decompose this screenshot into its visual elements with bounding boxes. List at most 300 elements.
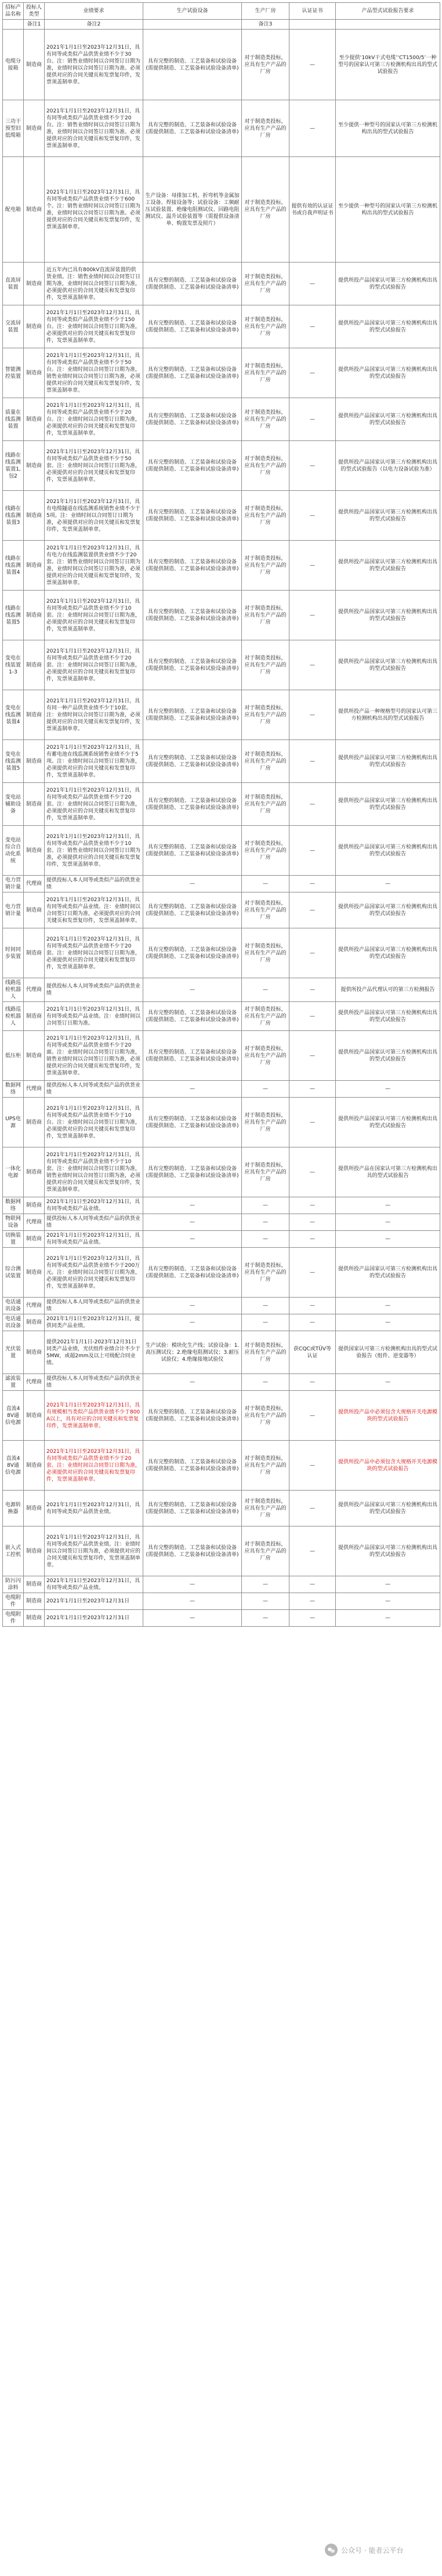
cell-bidder-type: 制造商 <box>24 1526 45 1576</box>
cell-equipment: 具有完整的制造、工艺装备和试验设备(需提供制造、工艺装备和试验设备清单) <box>143 1491 242 1526</box>
cell-product-name: 线路在线监测装置5 <box>3 591 24 640</box>
cell-certificate: — <box>289 30 336 100</box>
cell-report: 提供所投产品国家认可第三方检测机构出具的型式试验报告 <box>336 640 440 690</box>
cell-product-name: 三功干预型旧低缆箱 <box>3 100 24 157</box>
watermark-text: 公众号 · 能者云平台 <box>341 2546 404 2555</box>
note-cell-empty <box>289 20 336 30</box>
cell-performance: 2021年1月1日至2023年12月31日，具有同等或类似产品供货业绩不少于600个。注：销售业绩时间以合同签订日期为准，业绩时间以合同签订日期为准。必须提供对应的合同关键页和发票复印件，发票须盖制单章。 <box>45 157 143 263</box>
cell-performance: 2021年1月1日至2023年12月31日，具有同等或类似产品供货业绩。 <box>45 1491 143 1526</box>
cell-bidder-type: 制造商 <box>24 1576 45 1593</box>
cell-product-name: 物联网设备 <box>3 1214 24 1231</box>
cell-report: — <box>336 1231 440 1248</box>
cell-equipment: 具有完整的制造、工艺装备和试验设备(需提供制造、工艺装备和试验设备清单) <box>143 1441 242 1491</box>
cell-equipment: 具有完整的制造、工艺装备和试验设备(需提供制造、工艺装备和试验设备清单) <box>143 348 242 398</box>
cell-performance: 2021年1月1日至2023年12月31日，具有同等或类似产品供货业绩不少于20台。注：业绩时间以合同签订日期为准，必须提供对应的合同关键页和发票复印件，发票须盖制单章。 <box>45 398 143 441</box>
cell-plant: 对于制造类投标，应具有生产产品的厂房 <box>242 1526 289 1576</box>
table-row <box>3 591 440 640</box>
cell-product-name: 线路在线监测装置1,包2 <box>3 441 24 491</box>
cell-product-name: 时间同步装置 <box>3 928 24 978</box>
cell-bidder-type: 制造商 <box>24 740 45 783</box>
cell-bidder-type: 制造商 <box>24 783 45 826</box>
cell-certificate: — <box>289 541 336 591</box>
cell-bidder-type: 制造商 <box>24 1441 45 1491</box>
cell-equipment: 具有完整的制造、工艺装备和试验设备(需提供制造、工艺装备和试验设备清单) <box>143 398 242 441</box>
table-row <box>3 826 440 876</box>
table-row <box>3 441 440 491</box>
cell-product-name: 变电在线装置1-3 <box>3 640 24 690</box>
cell-report: — <box>336 1298 440 1314</box>
cell-plant: — <box>242 1610 289 1627</box>
table-row <box>3 491 440 541</box>
table-row <box>3 690 440 740</box>
table-row <box>3 157 440 263</box>
cell-performance: 2021年1月1日至2023年12月31日，具有同等或类似产品供货业绩不少于20套。注：业绩时间以合同签订日期为准，必须提供对应的合同关键页和发票复印件，发票须盖制单章。 <box>45 640 143 690</box>
cell-report: 提供所投产品国家认可第三方检测机构出具的型式试验报告 <box>336 1098 440 1147</box>
cell-bidder-type: 制造商 <box>24 928 45 978</box>
note-cell-empty <box>143 20 242 30</box>
table-row <box>3 1491 440 1526</box>
table-row <box>3 541 440 591</box>
cell-product-name: 变电站综合自动化系统 <box>3 826 24 876</box>
cell-performance: 2021年1月1日至2023年12月31日，具有同等或类似产品供货业绩不少于50台。注：业绩时间以合同签订日期为准，销售业绩时间以合同签订日期为准，必须提供对应的合同关键页和发票复印件，发票须盖制单章。 <box>45 348 143 398</box>
table-row <box>3 1002 440 1031</box>
cell-product-name: 电缆附件 <box>3 1593 24 1610</box>
cell-report: 提供所投产品国家认可第三方检测机构出具的型式试验报告 <box>336 740 440 783</box>
cell-equipment: 具有完整的制造、工艺装备和试验设备(需提供制造、工艺装备和试验设备清单) <box>143 441 242 491</box>
cell-product-name: 低压柜 <box>3 1031 24 1081</box>
cell-plant: 对于制造类投标，应具有生产产品的厂房 <box>242 783 289 826</box>
cell-product-name: 光伏装置 <box>3 1331 24 1374</box>
cell-product-name: 电缆分接箱 <box>3 30 24 100</box>
cell-bidder-type: 制造商 <box>24 640 45 690</box>
cell-plant: 对于制造类投标，应具有生产产品的厂房 <box>242 892 289 928</box>
cell-report: 提供所投产品国家认可第三方检测机构出具的型式试验报告 <box>336 1491 440 1526</box>
cell-certificate: — <box>289 1593 336 1610</box>
cell-equipment: 具有完整的制造、工艺装备和试验设备(需提供制造、工艺装备和试验设备清单) <box>143 1147 242 1197</box>
table-row <box>3 1576 440 1593</box>
cell-performance: 2021年1月1日至2023年12月31日，具有同等或类似产品供货业绩不少于30台。注：销售业绩时间以合同签订日期为准，业绩时间以合同签订日期为准。必须提供对应的合同关键页和发票复印件，发票须盖制单章。 <box>45 30 143 100</box>
cell-performance: 2021年1月1日至2023年12月31日 <box>45 1593 143 1610</box>
cell-plant: 对于制造类投标，应具有生产产品的厂房 <box>242 348 289 398</box>
cell-equipment: 生产设备：母排加工机、折弯机等金属加工设备、焊接设备等；试验设备：工频耐压试验装置、绝缘电阻测试仪、回路电阻测试仪、温升试验装置等（需提供设备清单、购置发票及照片） <box>143 157 242 263</box>
cell-performance: 2021年1月1日至2023年12月31日，具有同等或类似产品业绩。注：业绩时间以合同签订日期为准，必须提供对应的合同关键页和发票复印件，发票须盖制单章。 <box>45 892 143 928</box>
cell-plant: 对于制造类投标，应具有生产产品的厂房 <box>242 591 289 640</box>
cell-plant: 对于制造类投标，应具有生产产品的厂房 <box>242 640 289 690</box>
cell-performance: 2021年1月1日至2023年12月31日，具有规模相当类似产品供货业绩不少于800A以上，具有对应的合同关键页和发票复印件，发票须盖制单章。 <box>45 1391 143 1441</box>
cell-bidder-type: 制造商 <box>24 892 45 928</box>
table-row <box>3 1031 440 1081</box>
cell-product-name: 综合测试装置 <box>3 1248 24 1298</box>
cell-report: 提供所投产品国家认可第三方检测机构出具的型式试验报告 <box>336 1248 440 1298</box>
cell-product-name: 电力营销计量 <box>3 876 24 892</box>
cell-certificate: — <box>289 1441 336 1491</box>
table-row <box>3 1526 440 1576</box>
cell-performance: 2021年1月1日至2023年12月31日，提供同类产品业绩。 <box>45 1314 143 1331</box>
cell-plant: 对于制造类投标，应具有生产产品的厂房 <box>242 1248 289 1298</box>
qualification-table <box>2 2 440 1627</box>
cell-product-name: 智能测控装置 <box>3 348 24 398</box>
cell-report: 提供所投产品国家认可第三方检测机构出具的型式试验报告 <box>336 591 440 640</box>
cell-report: 提供所投产品在国家认可第三方检测机构出具的型式试验报告 <box>336 1147 440 1197</box>
cell-product-name: 直流48V通信电源 <box>3 1441 24 1491</box>
cell-plant: — <box>242 978 289 1002</box>
cell-product-name: 一体化电源 <box>3 1147 24 1197</box>
table-row <box>3 305 440 348</box>
header-product-name: 招标产品名称 <box>3 3 24 20</box>
cell-certificate: — <box>289 1197 336 1214</box>
cell-certificate: — <box>289 740 336 783</box>
cell-report: 提供所投产品国家认可第三方检测机构出具的型式试验报告 <box>336 348 440 398</box>
cell-report: — <box>336 1081 440 1098</box>
cell-equipment: 具有完整的制造、工艺装备和试验设备(需提供制造、工艺装备和试验设备清单) <box>143 783 242 826</box>
table-row <box>3 640 440 690</box>
cell-certificate: 提供有效的认证证书或自我声明证书 <box>289 157 336 263</box>
cell-bidder-type: 制造商 <box>24 1248 45 1298</box>
cell-report: — <box>336 1374 440 1391</box>
cell-certificate: — <box>289 1098 336 1147</box>
cell-certificate: — <box>289 491 336 541</box>
cell-plant: 对于制造类投标，应具有生产产品的厂房 <box>242 1491 289 1526</box>
table-row <box>3 928 440 978</box>
cell-plant: — <box>242 1374 289 1391</box>
cell-product-name: 直流48V通信电源 <box>3 1391 24 1441</box>
cell-bidder-type: 制造商 <box>24 305 45 348</box>
cell-bidder-type: 代理商 <box>24 876 45 892</box>
cell-bidder-type: 代理商 <box>24 978 45 1002</box>
cell-equipment: 具有完整的制造、工艺装备和试验设备(需提供制造、工艺装备和试验设备清单) <box>143 892 242 928</box>
cell-equipment: — <box>143 1314 242 1331</box>
cell-report: 提供所投产品国家认可第三方检测机构出具的型式试验报告 <box>336 1031 440 1081</box>
cell-certificate: — <box>289 1248 336 1298</box>
wechat-icon <box>325 2544 338 2556</box>
cell-plant: 对于制造类投标，应具有生产产品的厂房 <box>242 1098 289 1147</box>
cell-plant: — <box>242 1314 289 1331</box>
table-row <box>3 348 440 398</box>
table-row <box>3 740 440 783</box>
cell-certificate: — <box>289 1526 336 1576</box>
cell-performance: 2021年1月1日至2023年12月31日，具有同等或类似产品供货业绩不少于20面。注：业绩时间以合同签订日期为准，销售业绩时间以合同签订日期为准，必须提供对应的合同关键页和发票复印件，发票须盖制单章。 <box>45 1031 143 1081</box>
cell-report: 至少提供一种型号的国家认可第三方检测机构出具的型式试验报告 <box>336 157 440 263</box>
cell-equipment: 具有完整的制造、工艺装备和试验设备(需提供制造、工艺装备和试验设备清单) <box>143 690 242 740</box>
cell-equipment: — <box>143 1610 242 1627</box>
table-row <box>3 783 440 826</box>
cell-performance: 2021年1月1日至2023年12月31日，具有同等或类似产品供货业绩不少于200万元。注：业绩时间以合同签订日期为准，必须提供对应的合同关键页和发票复印件，发票须盖制单章。 <box>45 1248 143 1298</box>
cell-product-name: 线路在线监测装置3 <box>3 491 24 541</box>
cell-product-name: 直流屏装置 <box>3 263 24 305</box>
cell-certificate: 获CQC或TÜV等认证 <box>289 1331 336 1374</box>
cell-plant: 对于制造类投标，应具有生产产品的厂房 <box>242 826 289 876</box>
cell-equipment: 具有完整的制造、工艺装备和试验设备(需提供制造、工艺装备和试验设备清单) <box>143 928 242 978</box>
cell-product-name: 变电站辅助设备 <box>3 783 24 826</box>
cell-performance: 2021年1月1日至2023年12月31日，具有同等或类似产品供货业绩不少于50套。注：业绩时间以合同签订日期为准，必须提供对应的合同关键页和发票复印件，发票须盖制单章。 <box>45 441 143 491</box>
table-row <box>3 1298 440 1314</box>
cell-plant: 对于制造类投标，应具有生产产品的厂房 <box>242 305 289 348</box>
table-row <box>3 1441 440 1491</box>
cell-plant: 对于制造类投标，应具有生产产品的厂房 <box>242 1441 289 1491</box>
cell-product-name: 电力营销计量 <box>3 892 24 928</box>
header-report: 产品型式试验报告要求 <box>336 3 440 20</box>
cell-product-name: 电缆附件 <box>3 1610 24 1627</box>
cell-certificate: — <box>289 1214 336 1231</box>
cell-equipment: 具有完整的制造、工艺装备和试验设备(需提供制造、工艺装备和试验设备清单) <box>143 1098 242 1147</box>
watermark <box>325 2541 435 2559</box>
cell-report: — <box>336 876 440 892</box>
cell-bidder-type: 代理商 <box>24 1081 45 1098</box>
cell-product-name: 电话通讯设备 <box>3 1314 24 1331</box>
table-row <box>3 398 440 441</box>
cell-equipment: — <box>143 1231 242 1248</box>
cell-performance: 提供投标人本人同等或类似产品的供货业绩 <box>45 978 143 1002</box>
table-row <box>3 978 440 1002</box>
cell-performance: 2021年1月1日至2023年12月31日，具有同一种产品供货业绩不少于10套。注：业绩时间以合同签订日期为准，必须提供对应的合同关键页和发票复印件，发票须盖制单章。 <box>45 690 143 740</box>
cell-certificate: — <box>289 1298 336 1314</box>
cell-performance: 2021年1月1日至2023年12月31日，具有同等或类似产品供货业绩不少于20台。注：销售业绩时间以合同签订日期为准，业绩时间以合同签订日期为准。必须提供对应的合同关键页和发票复印件，发票须盖制单章。 <box>45 100 143 157</box>
cell-product-name: 交流屏装置 <box>3 305 24 348</box>
cell-bidder-type: 制造商 <box>24 1197 45 1214</box>
cell-bidder-type: 制造商 <box>24 1491 45 1526</box>
cell-performance: 2021年1月1日至2023年12月31日，具有同等或类似产品供货业绩不少于20套。注：业绩时间以合同签订日期为准，必须提供对应的合同关键页和发票复印件，发票须盖制单章。 <box>45 928 143 978</box>
cell-performance: 2021年1月1日至2023年12月31日，具有电力在线监测装置供货业绩不少于20套。注：销售业绩时间以合同签订日期为准，业绩时间以合同签订日期为准，必须提供对应的合同关键页和发票复印件，发票须盖制单章。 <box>45 541 143 591</box>
cell-equipment: 具有完整的制造、工艺装备和试验设备(需提供制造、工艺装备和试验设备清单) <box>143 30 242 100</box>
cell-plant: — <box>242 1081 289 1098</box>
cell-report: — <box>336 1610 440 1627</box>
cell-report: 提供所投产品国家认可第三方检测机构出具的型式试验报告 <box>336 1526 440 1576</box>
cell-plant: 对于制造类投标，应具有生产产品的厂房 <box>242 1031 289 1081</box>
cell-certificate: — <box>289 1231 336 1248</box>
cell-report: — <box>336 1314 440 1331</box>
cell-bidder-type: 制造商 <box>24 263 45 305</box>
cell-bidder-type: 代理商 <box>24 1214 45 1231</box>
cell-report: 提供所投产品国家认可第三方检测机构出具的型式试验报告 <box>336 892 440 928</box>
cell-bidder-type: 制造商 <box>24 1331 45 1374</box>
cell-certificate: — <box>289 690 336 740</box>
table-row <box>3 1197 440 1214</box>
table-row <box>3 1098 440 1147</box>
cell-bidder-type: 制造商 <box>24 1593 45 1610</box>
cell-performance: 2021年1月1日至2023年12月31日 <box>45 1610 143 1627</box>
cell-product-name: 滤波装置 <box>3 1374 24 1391</box>
cell-plant: 对于制造类投标，应具有生产产品的厂房 <box>242 740 289 783</box>
cell-plant: 对于制造类投标，应具有生产产品的厂房 <box>242 1331 289 1374</box>
cell-equipment: 具有完整的制造、工艺装备和试验设备(需提供制造、工艺装备和试验设备清单) <box>143 1526 242 1576</box>
cell-plant: 对于制造类投标，应具有生产产品的厂房 <box>242 1147 289 1197</box>
cell-report: 提供所投产品国家认可第三方检测机构出具的型式试验报告 <box>336 398 440 441</box>
cell-product-name: 嵌入式工控机 <box>3 1526 24 1576</box>
table-row <box>3 892 440 928</box>
cell-performance: 2021年1月1日至2023年12月31日，具有同等或类似产品供货业绩不少于10套。注：业绩时间以合同签订日期为准，销售业绩时间以合同签订日期为准，必须提供对应的合同关键页和发票复印件，发票须盖制单章。 <box>45 1147 143 1197</box>
cell-plant: 对于制造类投标，应具有生产产品的厂房 <box>242 690 289 740</box>
cell-certificate: — <box>289 978 336 1002</box>
cell-certificate: — <box>289 1314 336 1331</box>
cell-performance: 提供投标人本人同等或类似产品的供货业绩 <box>45 1214 143 1231</box>
table-row <box>3 1147 440 1197</box>
cell-plant: 对于制造类投标，应具有生产产品的厂房 <box>242 1002 289 1031</box>
cell-report: 提供所投产品国家认可第三方检测机构出具的型式试验报告 <box>336 1002 440 1031</box>
table-row <box>3 1248 440 1298</box>
cell-equipment: 具有完整的制造、工艺装备和试验设备(需提供制造、工艺装备和试验设备清单) <box>143 740 242 783</box>
header-plant: 生产厂房 <box>242 3 289 20</box>
cell-plant: — <box>242 1231 289 1248</box>
table-row <box>3 100 440 157</box>
cell-report: — <box>336 1576 440 1593</box>
cell-certificate: — <box>289 100 336 157</box>
cell-plant: — <box>242 876 289 892</box>
cell-bidder-type: 制造商 <box>24 541 45 591</box>
cell-report: 至少提供‘10kV干式电缆’‘CT1500/5’一种型号的国家认可第三方检测机构出具的型式试验报告 <box>336 30 440 100</box>
cell-certificate: — <box>289 1147 336 1197</box>
table-row <box>3 876 440 892</box>
qualification-table-sheet <box>2 2 440 1627</box>
cell-report: — <box>336 1197 440 1214</box>
cell-plant: 对于制造类投标，应具有生产产品的厂房 <box>242 491 289 541</box>
note-2: 备注2 <box>45 20 143 30</box>
cell-product-name: 电话通讯设备 <box>3 1298 24 1314</box>
cell-plant: 对于制造类投标，应具有生产产品的厂房 <box>242 398 289 441</box>
cell-report: 提供所投产品国家认可第三方检测机构出具的型式试验报告 <box>336 305 440 348</box>
header-bidder-type: 投标人类型 <box>24 3 45 20</box>
cell-certificate: — <box>289 928 336 978</box>
cell-bidder-type: 制造商 <box>24 1391 45 1441</box>
cell-product-name: 线路巡检机器人 <box>3 1002 24 1031</box>
cell-equipment: 具有完整的制造、工艺装备和试验设备(需提供制造、工艺装备和试验设备清单) <box>143 541 242 591</box>
note-cell-empty <box>336 20 440 30</box>
cell-bidder-type: 制造商 <box>24 1231 45 1248</box>
cell-plant: — <box>242 1576 289 1593</box>
cell-certificate: — <box>289 441 336 491</box>
cell-bidder-type: 制造商 <box>24 1002 45 1031</box>
cell-equipment: 具有完整的制造、工艺装备和试验设备(需提供制造、工艺装备和试验设备清单) <box>143 100 242 157</box>
cell-product-name: 防污闪涂料 <box>3 1576 24 1593</box>
table-row <box>3 1214 440 1231</box>
cell-equipment: — <box>143 978 242 1002</box>
cell-bidder-type: 制造商 <box>24 157 45 263</box>
cell-performance: 2021年1月1日至2023年12月31日，具有同等或类似产品供货业绩不少于20套。注：业绩时间以合同签订日期为准，必须提供对应的合同关键页和发票复印件，发票须盖制单章。 <box>45 783 143 826</box>
cell-product-name: 质量在线监测装置 <box>3 398 24 441</box>
cell-bidder-type: 制造商 <box>24 441 45 491</box>
cell-report: 提供所投产品国家认可第三方检测机构出具的型式试验报告（以电力设备试验为准） <box>336 441 440 491</box>
cell-certificate: — <box>289 876 336 892</box>
table-row <box>3 30 440 100</box>
cell-bidder-type: 制造商 <box>24 100 45 157</box>
cell-equipment: 具有完整的制造、工艺装备和试验设备(需提供制造、工艺装备和试验设备清单) <box>143 591 242 640</box>
cell-product-name: 变电在线监测装置5 <box>3 740 24 783</box>
table-row <box>3 1391 440 1441</box>
cell-report: 提供所投产品国家认可第三方检测机构出具的型式试验报告 <box>336 541 440 591</box>
cell-performance: 2021年1月1日至2023年12月31日，具有同等或类似产品供货业绩不少于10台。注：业绩时间以合同签订日期为准，必须提供对应的合同关键页和发票复印件，发票须盖制单章。 <box>45 1098 143 1147</box>
cell-product-name: 数据网络 <box>3 1081 24 1098</box>
cell-performance: 提供投标人本人同等或类似产品的供货业绩 <box>45 1374 143 1391</box>
note-cell-empty <box>3 20 24 30</box>
cell-product-name: 切换装置 <box>3 1231 24 1248</box>
cell-bidder-type: 代理商 <box>24 1374 45 1391</box>
cell-equipment: — <box>143 1298 242 1314</box>
cell-equipment: 具有完整的制造、工艺装备和试验设备(需提供制造、工艺装备和试验设备清单) <box>143 1031 242 1081</box>
cell-plant: — <box>242 1214 289 1231</box>
cell-report: — <box>336 1214 440 1231</box>
cell-performance: 2021年1月1日至2023年12月31日，具有电缆隧道在线监测系统销售业绩不少于5项。注：业绩时间以合同签订日期为准，必须提供对应的合同关键页和发票复印件，发票须盖制单章。 <box>45 491 143 541</box>
cell-report: — <box>336 1593 440 1610</box>
cell-certificate: — <box>289 1031 336 1081</box>
cell-product-name: 线路在线监测装置4 <box>3 541 24 591</box>
cell-certificate: — <box>289 263 336 305</box>
header-performance: 业绩要求 <box>45 3 143 20</box>
cell-performance: 2021年1月1日至2023年12月31日，具有同等或类似产品业绩。 <box>45 1231 143 1248</box>
cell-bidder-type: 制造商 <box>24 826 45 876</box>
cell-performance: 2021年1月1日至2023年12月31日，具有同等或类似产品供货业绩不少于10套。注：业绩时间以合同签订日期为准，必须提供对应的合同关键页和发票复印件，发票须盖制单章。 <box>45 591 143 640</box>
cell-certificate: — <box>289 826 336 876</box>
cell-certificate: — <box>289 1576 336 1593</box>
cell-bidder-type: 制造商 <box>24 1314 45 1331</box>
table-row <box>3 1081 440 1098</box>
cell-bidder-type: 代理商 <box>24 1298 45 1314</box>
cell-product-name: 电源转换器 <box>3 1491 24 1526</box>
cell-certificate: — <box>289 398 336 441</box>
cell-product-name: 配电箱 <box>3 157 24 263</box>
cell-performance: 近五年内已具有800kV直流屏装置的供货业绩。注：销售业绩时间以合同签订日期为准，业绩时间以合同签订日期为准，必须提供对应的合同关键页和发票复印件，发票须盖制单章。 <box>45 263 143 305</box>
header-certificate: 认证证书 <box>289 3 336 20</box>
table-row <box>3 1374 440 1391</box>
cell-product-name: 线路巡检机器人 <box>3 978 24 1002</box>
cell-performance: 2021年1月1日至2023年12月31日，具有同等或类似产品业绩。 <box>45 1197 143 1214</box>
cell-performance: 2021年1月1日至2023年12月31日，具有同等或类似产品供货业绩不少于150台。注：业绩时间以合同签订日期为准，必须提供对应的合同关键页和发票复印件，发票须盖制单章。 <box>45 305 143 348</box>
cell-plant: 对于制造类投标，应具有生产产品的厂房 <box>242 541 289 591</box>
cell-certificate: — <box>289 305 336 348</box>
cell-product-name: UPS电源 <box>3 1098 24 1147</box>
cell-bidder-type: 制造商 <box>24 591 45 640</box>
cell-performance: 提供投标人本人同等或类似产品的供货业绩 <box>45 1298 143 1314</box>
cell-equipment: 具有完整的制造、工艺装备和试验设备(需提供制造、工艺装备和试验设备清单) <box>143 1391 242 1441</box>
note-3: 备注3 <box>242 20 289 30</box>
cell-report: 提供所投产品一种规格型号的国家认可第三方检测机构出具的型式试验报告 <box>336 690 440 740</box>
cell-product-name: 变电在线监测装置4 <box>3 690 24 740</box>
cell-plant: 对于制造类投标，应具有生产产品的厂房 <box>242 100 289 157</box>
cell-bidder-type: 制造商 <box>24 1031 45 1081</box>
cell-bidder-type: 制造商 <box>24 1610 45 1627</box>
note-1: 备注1 <box>24 20 45 30</box>
cell-bidder-type: 制造商 <box>24 398 45 441</box>
cell-bidder-type: 制造商 <box>24 1098 45 1147</box>
cell-bidder-type: 制造商 <box>24 1147 45 1197</box>
cell-performance: 2021年1月1日至2023年12月31日，具有同等或类似产品供货业绩不少于20套。注：业绩时间以合同签订日期为准，必须提供对应的合同关键页和发票复印件，发票须盖制单章。 <box>45 1441 143 1491</box>
table-row <box>3 1331 440 1374</box>
table-row <box>3 1593 440 1610</box>
cell-report: 提供所投产品中必须包含大规格开关电源模块的型式试验报告 <box>336 1391 440 1441</box>
cell-equipment: 具有完整的制造、工艺装备和试验设备(需提供制造、工艺装备和试验设备清单) <box>143 491 242 541</box>
cell-certificate: — <box>289 1002 336 1031</box>
cell-report: 提供所投产品国家认可第三方检测机构出具的型式试验报告 <box>336 783 440 826</box>
cell-certificate: — <box>289 1610 336 1627</box>
note-row <box>3 20 440 30</box>
cell-equipment: 具有完整的制造、工艺装备和试验设备(需提供制造、工艺装备和试验设备清单) <box>143 640 242 690</box>
cell-bidder-type: 制造商 <box>24 348 45 398</box>
cell-certificate: — <box>289 1491 336 1526</box>
cell-report: 提供国家认可第三方检测机构出具的型式试验报告（组件、逆变器等） <box>336 1331 440 1374</box>
cell-report: 提供所投产品国家认可第三方检测机构出具的型式试验报告 <box>336 263 440 305</box>
header-equipment: 生产试验设备 <box>143 3 242 20</box>
cell-equipment: — <box>143 1374 242 1391</box>
table-row <box>3 1231 440 1248</box>
cell-equipment: 具有完整的制造、工艺装备和试验设备(需提供制造、工艺装备和试验设备清单) <box>143 826 242 876</box>
cell-equipment: — <box>143 1593 242 1610</box>
cell-certificate: — <box>289 640 336 690</box>
cell-report: 提供所投产品国家认可第三方检测机构出具的型式试验报告 <box>336 928 440 978</box>
cell-performance: 2021年1月1日至2023年12月31日，具有同等或类似产品供货业绩。注：业绩时间以合同签订日期为准，必须提供对应的合同关键页和发票复印件，发票须盖制单章。 <box>45 1526 143 1576</box>
table-row <box>3 1610 440 1627</box>
cell-certificate: — <box>289 1374 336 1391</box>
header-row <box>3 3 440 20</box>
cell-bidder-type: 制造商 <box>24 690 45 740</box>
cell-certificate: — <box>289 1391 336 1441</box>
